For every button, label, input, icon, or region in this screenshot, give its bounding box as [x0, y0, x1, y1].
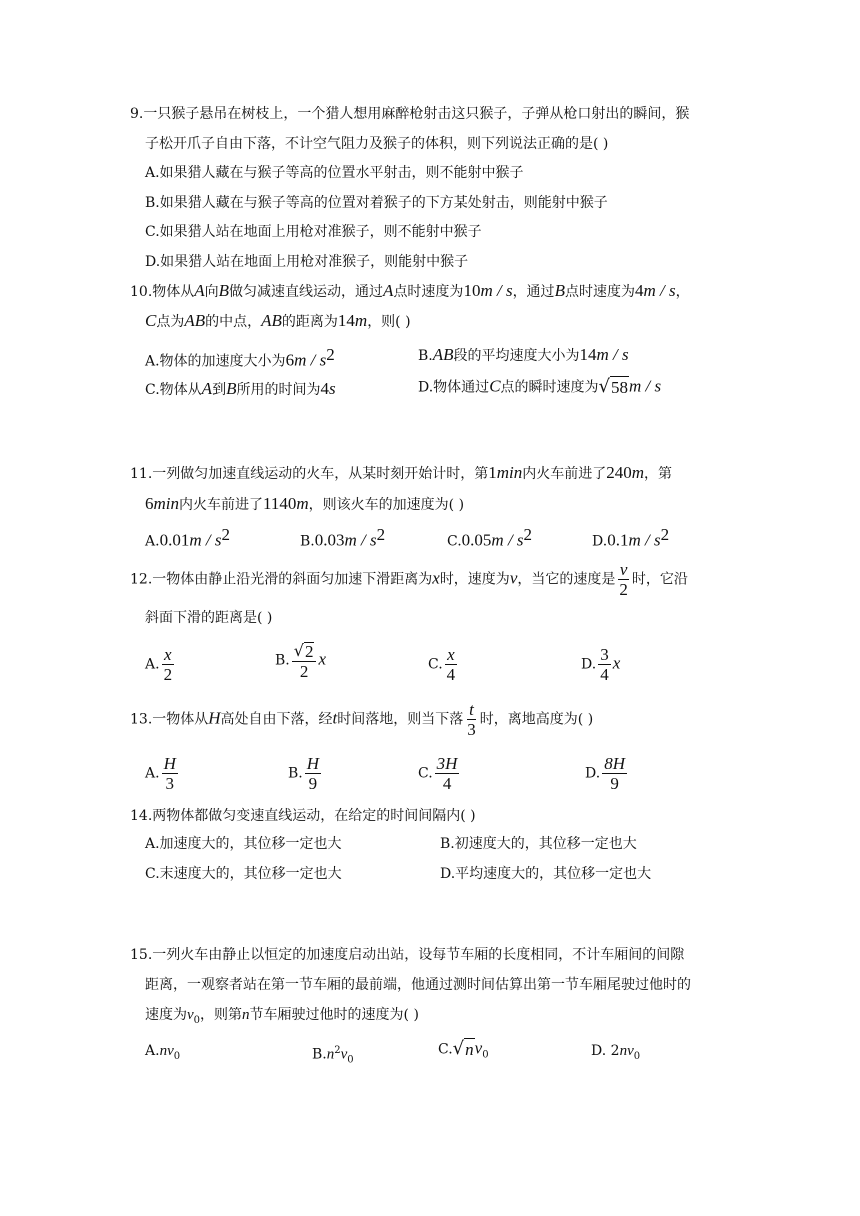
q13-option-d: D. $\frac{8H}{9}$	[585, 754, 625, 793]
q10-stem-line1: 10.物体从A向B做匀减速直线运动，通过A点时速度为10m / s，通过B点时速度为4m / s，	[130, 281, 690, 300]
q14-option-d: D.平均速度大的，其位移一定也大	[440, 866, 652, 882]
q10-option-c: C.物体从A到B所用的时间为4s	[145, 379, 336, 398]
q11-option-d: $D.0.1m / s^2$	[592, 525, 670, 550]
q10-stem-line2: C点为AB的中点，AB的距离为14m，则( )	[145, 311, 411, 330]
q14-stem: 14.两物体都做匀变速直线运动，在给定的时间间隔内( )	[130, 808, 476, 824]
q9-option-d: D.如果猎人站在地面上用枪对准猴子，则能射中猴子	[145, 254, 469, 270]
q10-option-d: D.物体通过C点的瞬时速度为 √ 58 m / s	[418, 376, 662, 397]
q11-stem-line2: 6min内火车前进了1140m，则该火车的加速度为( )	[145, 494, 465, 513]
q13-stem: 13.一物体从H高处自由下落，经t时间落地，则当下落 $\frac{t}{3}$ 时，离地高度为( )	[130, 700, 594, 739]
q9-option-a: A.如果猎人藏在与猴子等高的位置水平射击，则不能射中猴子	[145, 165, 524, 181]
q11-stem-line1: 11.一列做匀加速直线运动的火车，从某时刻开始计时，第1min内火车前进了240m，第	[130, 463, 673, 482]
q10-option-a: A.物体的加速度大小为$6m / s^2$	[145, 345, 335, 370]
q9-stem-line2: 子松开爪子自由下落，不计空气阻力及猴子的体积，则下列说法正确的是( )	[145, 136, 609, 152]
q9-stem-line1: 9.一只猴子悬吊在树枝上，一个猎人想用麻醉枪射击这只猴子，子弹从枪口射出的瞬间，猴	[130, 106, 690, 122]
q12-option-d: D. $\frac{3}{4}$ x	[581, 645, 621, 684]
sqrt-symbol: √ 58	[598, 376, 629, 397]
q11-option-c: $C.0.05m / s^2$	[447, 525, 533, 550]
q11-option-a: $A.0.01m / s^2$	[145, 525, 230, 550]
q15-stem-line3: 速度为$v_0$，则第n节车厢驶过他时的速度为( )	[145, 1007, 419, 1026]
q12-stem-line1: 12.一物体由静止沿光滑的斜面匀加速下滑距离为x时，速度为v，当它的速度是 $\frac{v}{2}$ 时，它沿	[130, 560, 688, 599]
q15-option-b: $B.n^2v_0$	[312, 1045, 354, 1066]
fraction-v-over-2: $\frac{v}{2}$	[619, 560, 628, 599]
q13-option-c: C. $\frac{3H}{4}$	[418, 754, 458, 793]
q12-stem-line2: 斜面下滑的距离是( )	[145, 610, 273, 626]
q9-option-c: C.如果猎人站在地面上用枪对准猴子，则不能射中猴子	[145, 224, 482, 240]
q15-option-a: $A.nv_0$	[145, 1043, 181, 1062]
q14-option-c: C.末速度大的，其位移一定也大	[145, 866, 342, 882]
q15-stem-line1: 15.一列火车由静止以恒定的加速度启动出站，设每节车厢的长度相同，不计车厢间的间隙	[130, 947, 685, 963]
q12-option-a: A. $\frac{x}{2}$	[145, 645, 173, 684]
q9-option-b: B.如果猎人藏在与猴子等高的位置对着猴子的下方某处射击，则能射中猴子	[145, 195, 608, 211]
q15-option-c: C. √ n $v_0$	[438, 1038, 489, 1061]
q15-stem-line2: 距离，一观察者站在第一节车厢的最前端，他通过测时间估算出第一节车厢尾驶过他时的	[145, 977, 691, 993]
q13-option-b: B. $\frac{H}{9}$	[288, 754, 320, 793]
q14-option-b: B.初速度大的，其位移一定也大	[440, 836, 637, 852]
q14-option-a: A.加速度大的，其位移一定也大	[145, 836, 342, 852]
q12-option-c: C. $\frac{x}{4}$	[428, 645, 456, 684]
q13-option-a: A. $\frac{H}{3}$	[145, 754, 176, 793]
q12-option-b: B. √ 2 2 x	[275, 640, 326, 681]
q10-option-b: B.AB段的平均速度大小为14m / s	[418, 345, 629, 364]
q11-option-b: $B.0.03m / s^2$	[300, 525, 386, 550]
fraction-t-over-3: $\frac{t}{3}$	[467, 700, 476, 739]
q15-option-d: D. $2nv_0$	[591, 1043, 641, 1062]
